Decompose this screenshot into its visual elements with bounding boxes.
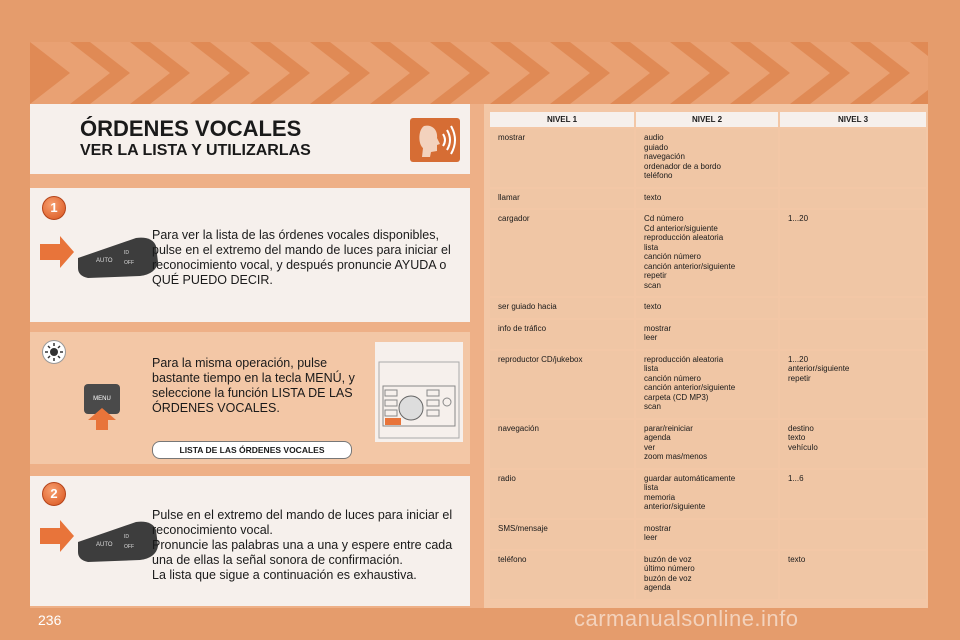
svg-text:ID: ID xyxy=(124,250,129,256)
table-row xyxy=(490,129,926,187)
svg-text:OFF: OFF xyxy=(124,260,134,266)
table-cell: parar/reiniciar agenda ver zoom mas/menos xyxy=(636,420,778,468)
table-row xyxy=(490,520,926,549)
table-row xyxy=(490,351,926,418)
table-cell: radio xyxy=(490,470,634,518)
table-cell: SMS/mensaje xyxy=(490,520,634,549)
menu-step-text: Para la misma operación, pulse bastante tiempo en la tecla MENÚ, y seleccione la función LISTA DE LAS ÓRDENES VOCALES. xyxy=(152,356,355,415)
table-row xyxy=(490,420,926,468)
table-header-row xyxy=(490,112,926,127)
table-row xyxy=(490,551,926,599)
step-1-text: Para ver la lista de las órdenes vocales disponibles, pulse en el extremo del mando de luces para iniciar el reconocimiento vocal, y después pronuncie AYUDA o QUÉ PUEDO DECIR. xyxy=(152,228,451,287)
table-cell: 1...20 anterior/siguiente repetir xyxy=(780,351,926,418)
table-cell: mostrar xyxy=(490,129,634,187)
table-cell xyxy=(780,129,926,187)
table-cell: reproducción aleatoria lista canción número canción anterior/siguiente carpeta (CD MP3) scan xyxy=(636,351,778,418)
header-nivel-3: NIVEL 3 xyxy=(780,112,926,127)
voice-commands-table xyxy=(488,110,928,601)
table-cell: texto xyxy=(780,551,926,599)
table-row xyxy=(490,320,926,349)
step-2-text: Pulse en el extremo del mando de luces para iniciar el reconocimiento vocal. Pronuncie las palabras una a una y espere entre cada una de ellas la señal sonora de confirmación. La lista que sigue a continuación es exhaustiva. xyxy=(152,508,453,582)
table-cell xyxy=(780,520,926,549)
pointer-arrow-icon xyxy=(88,408,116,435)
step-1-badge: 1 xyxy=(42,196,66,220)
watermark: carmanualsonline.info xyxy=(574,606,799,631)
table-cell: navegación xyxy=(490,420,634,468)
step-2-badge: 2 xyxy=(42,482,66,506)
table-cell: cargador xyxy=(490,210,634,296)
table-cell: audio guiado navegación ordenador de a bordo teléfono xyxy=(636,129,778,187)
table-cell: Cd número Cd anterior/siguiente reproducción aleatoria lista canción número canción anterior/siguiente repetir scan xyxy=(636,210,778,296)
table-cell: reproductor CD/jukebox xyxy=(490,351,634,418)
table-cell xyxy=(780,298,926,318)
audio-unit-icon xyxy=(375,342,463,442)
table-cell: llamar xyxy=(490,189,634,209)
sun-icon xyxy=(42,340,66,364)
table-cell: teléfono xyxy=(490,551,634,599)
table-cell: info de tráfico xyxy=(490,320,634,349)
page-title: ÓRDENES VOCALES xyxy=(80,116,302,141)
table-cell: guardar automáticamente lista memoria anterior/siguiente xyxy=(636,470,778,518)
table-cell: 1...6 xyxy=(780,470,926,518)
table-row xyxy=(490,298,926,318)
voice-command-icon xyxy=(410,118,460,162)
svg-text:AUTO: AUTO xyxy=(96,258,113,264)
table-cell: mostrar leer xyxy=(636,320,778,349)
table-row xyxy=(490,470,926,518)
table-row xyxy=(490,189,926,209)
table-cell: mostrar leer xyxy=(636,520,778,549)
svg-text:OFF: OFF xyxy=(124,544,134,550)
lighting-stalk-icon xyxy=(40,516,160,571)
lighting-stalk-icon xyxy=(40,232,160,287)
header-nivel-2: NIVEL 2 xyxy=(636,112,778,127)
table-cell: ser guiado hacia xyxy=(490,298,634,318)
page-number: 236 xyxy=(38,612,62,628)
table-cell: 1...20 xyxy=(780,210,926,296)
table-cell xyxy=(780,189,926,209)
table-cell: texto xyxy=(636,298,778,318)
page-subtitle: VER LA LISTA Y UTILIZARLAS xyxy=(80,142,311,159)
header-nivel-1: NIVEL 1 xyxy=(490,112,634,127)
menu-key-icon: MENU xyxy=(84,384,120,414)
decorative-banner xyxy=(30,42,928,104)
svg-text:ID: ID xyxy=(124,534,129,540)
voice-commands-list-button[interactable]: LISTA DE LAS ÓRDENES VOCALES xyxy=(152,441,352,459)
svg-text:AUTO: AUTO xyxy=(96,542,113,548)
table-cell: destino texto vehículo xyxy=(780,420,926,468)
table-cell xyxy=(780,320,926,349)
table-row xyxy=(490,210,926,296)
table-cell: buzón de voz último número buzón de voz agenda xyxy=(636,551,778,599)
table-cell: texto xyxy=(636,189,778,209)
